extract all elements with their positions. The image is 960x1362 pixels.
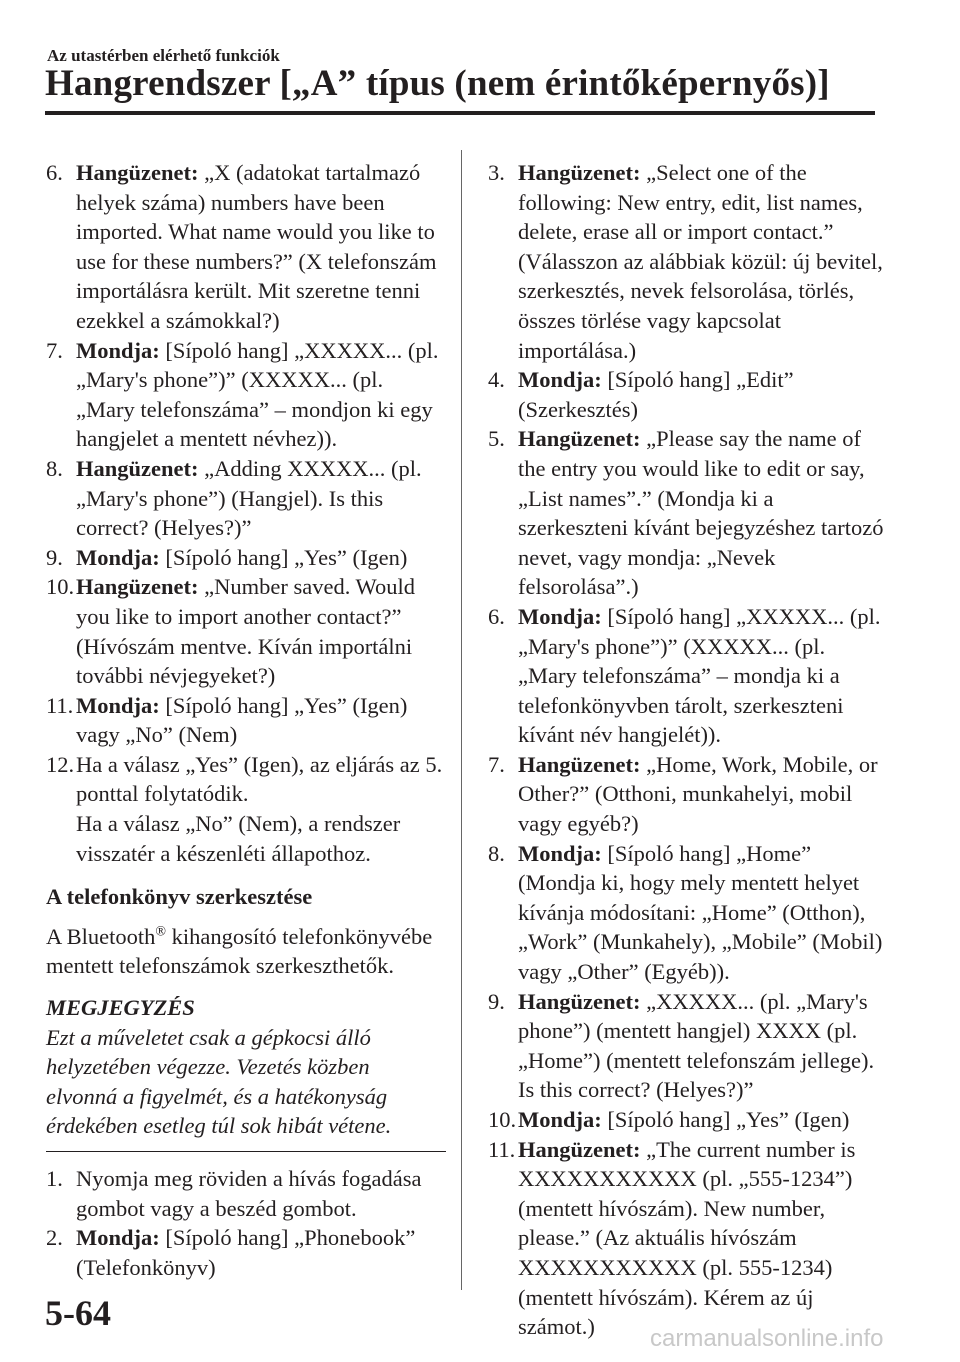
item-keyword: Mondja: <box>518 840 602 866</box>
item-text: [Sípoló hang] „Yes” (Igen) vagy „No” (Nem) <box>76 692 408 748</box>
item-keyword: Mondja: <box>518 1107 602 1132</box>
item-keyword: Hangüzenet: <box>76 160 199 185</box>
list-item <box>488 365 888 424</box>
item-number: 6. <box>488 603 505 629</box>
intro-paragraph: A Bluetooth® kihangosító telefonkönyvébe mentett telefonszámok szerkeszthetők. <box>46 923 433 979</box>
item-keyword: Mondja: <box>518 367 602 393</box>
list-item <box>46 543 446 573</box>
item-number: 8. <box>488 840 505 866</box>
item-number: 8. <box>46 455 63 481</box>
list-item <box>46 750 446 868</box>
item-keyword: Hangüzenet: <box>76 455 199 481</box>
page-number: 5-64 <box>45 1293 111 1333</box>
item-keyword: Mondja: <box>76 337 160 363</box>
item-text: [Sípoló hang] „Edit” (Szerkesztés) <box>518 367 794 422</box>
item-text: Ha a válasz „Yes” (Igen), az eljárás az 5. ponttal folytatódik. <box>76 751 443 807</box>
item-number: 5. <box>488 426 505 452</box>
item-number: 9. <box>488 988 505 1014</box>
item-text: „Number saved. Would you like to import another contact?” (Hívószám mentve. Kíván importálni további névjegyeket?) <box>76 574 415 689</box>
subheading: A telefonkönyv szerkesztése <box>46 884 313 910</box>
list-item <box>46 454 446 543</box>
item-text: „The current number is XXXXXXXXXXX (pl. „555-1234”) (mentett hívószám). New number, please.” (Az aktuális hívószám XXXXXXXXXXX (pl. 555-1234) (mentett hívószám). Kérem az új számot.) <box>518 1136 856 1340</box>
item-text: „Please say the name of the entry you would like to edit or say, „List names”.” (Mondja ki a szerkeszteni kívánt bejegyzéshez tartozó nevet, vagy mondja: „Nevek felsorolása”.) <box>518 426 884 600</box>
item-number: 4. <box>488 367 505 393</box>
list-item <box>488 1105 888 1135</box>
item-keyword: Hangüzenet: <box>76 574 199 600</box>
item-keyword: Hangüzenet: <box>518 1136 641 1162</box>
list-item <box>488 424 888 602</box>
item-number: 7. <box>46 337 63 363</box>
item-text: „Select one of the following: New entry, edit, list names, delete, erase all or import contact.” (Válasszon az alábbiak közül: új bevitel, szerkesztés, nevek felsorolása, törlés, összes törlése vagy kapcsolat importálása.) <box>518 160 883 363</box>
list-item <box>488 1135 888 1342</box>
item-number: 7. <box>488 751 505 777</box>
list-item <box>46 691 446 750</box>
item-number: 2. <box>46 1225 63 1251</box>
item-number: 6. <box>46 160 63 185</box>
item-text: „XXXXX... (pl. „Mary's phone”) (mentett hangjel) XXXX (pl. „Home”) (mentett telefonszám jellege). Is this correct? (Helyes?)” <box>518 988 875 1103</box>
item-number: 1. <box>46 1166 63 1191</box>
item-keyword: Hangüzenet: <box>518 988 641 1014</box>
note-text: Ezt a műveletet csak a gépkocsi álló helyzetében végezze. Vezetés közben elvonná a figyelmét, és a hatékonyság érdekében esetleg túl sok hibát vétene. <box>46 1023 446 1152</box>
registered-mark: ® <box>155 924 167 940</box>
item-keyword: Hangüzenet: <box>518 160 641 185</box>
section-label: Az utastérben elérhető funkciók <box>47 46 280 65</box>
title-rule <box>45 111 875 115</box>
note-title: MEGJEGYZÉS <box>46 995 195 1021</box>
item-keyword: Mondja: <box>518 603 602 629</box>
list-item <box>46 336 446 454</box>
item-text: Ha a válasz „No” (Nem), a rendszer visszatér a készenléti állapothoz. <box>76 811 401 866</box>
column-divider <box>461 150 462 1290</box>
item-number: 10. <box>488 1107 517 1132</box>
list-item <box>46 1164 446 1223</box>
right-column <box>488 158 888 1342</box>
item-number: 3. <box>488 160 505 185</box>
list-item <box>488 602 888 750</box>
item-number: 10. <box>46 574 75 600</box>
item-text: „Home, Work, Mobile, or Other?” (Otthoni, munkahelyi, mobil vagy egyéb?) <box>518 751 878 837</box>
item-number: 12. <box>46 751 75 777</box>
item-text: [Sípoló hang] „Home” (Mondja ki, hogy mely mentett helyet kívánja módosítani: „Home” (Otthon), „Work” (Munkahely), „Mobile” (Mobil) vagy „Other” (Egyéb)). <box>518 840 883 985</box>
item-keyword: Mondja: <box>76 1225 160 1251</box>
list-item <box>488 839 888 987</box>
item-text: „X (adatokat tartalmazó helyek száma) numbers have been imported. What name would you like to use for these numbers?” (X telefonszám importálásra került. Mit szeretne tenni ezekkel a számokkal?) <box>76 160 437 333</box>
list-item <box>488 158 888 365</box>
page-title: Hangrendszer [„A” típus (nem érintőképernyős)] <box>45 63 830 104</box>
list-item <box>46 572 446 690</box>
list-item <box>488 987 888 1105</box>
item-number: 11. <box>488 1136 516 1162</box>
item-text: [Sípoló hang] „XXXXX... (pl. „Mary's phone”)” (XXXXX... (pl. „Mary telefonszáma” – mondjon ki egy hangjelet a mentett névhez)). <box>76 337 439 452</box>
left-column <box>46 158 446 1282</box>
list-item <box>46 158 446 336</box>
list-item <box>46 1223 446 1282</box>
item-text: „Adding XXXXX... (pl. „Mary's phone”) (Hangjel). Is this correct? (Helyes?)” <box>76 455 422 541</box>
item-keyword: Mondja: <box>76 544 160 570</box>
item-number: 9. <box>46 544 63 570</box>
item-text: [Sípoló hang] „Yes” (Igen) <box>601 1107 850 1132</box>
list-item <box>488 750 888 839</box>
watermark[interactable]: carmanualsonline.info <box>650 1325 884 1352</box>
item-text: Nyomja meg röviden a hívás fogadása gombot vagy a beszéd gombot. <box>76 1166 422 1221</box>
item-keyword: Hangüzenet: <box>518 751 641 777</box>
item-keyword: Mondja: <box>76 692 160 718</box>
item-keyword: Hangüzenet: <box>518 426 641 452</box>
item-text: [Sípoló hang] „XXXXX... (pl. „Mary's phone”)” (XXXXX... (pl. „Mary telefonszáma” – mondja ki a telefonkönyvben tárolt, szerkeszteni kívánt név hangjelét)). <box>518 603 881 748</box>
item-number: 11. <box>46 692 74 718</box>
item-text: [Sípoló hang] „Yes” (Igen) <box>159 544 408 570</box>
item-text: [Sípoló hang] „Phonebook” (Telefonkönyv) <box>76 1225 416 1280</box>
